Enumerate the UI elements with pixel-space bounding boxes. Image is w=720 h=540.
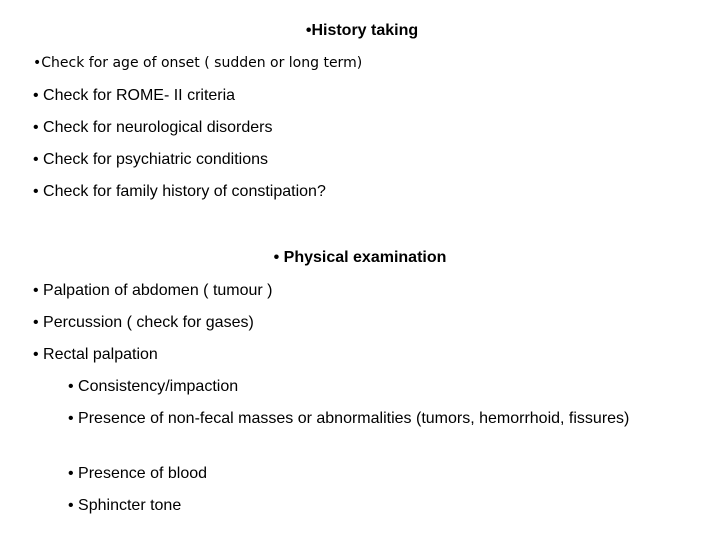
physical-heading: • Physical examination bbox=[273, 249, 447, 266]
rectal-subitem-masses: • Presence of non-fecal masses or abnormalities (tumors, hemorrhoid, fissures) bbox=[68, 410, 630, 427]
history-item-family: • Check for family history of constipation? bbox=[33, 183, 326, 200]
history-item-rome: • Check for ROME- II criteria bbox=[33, 87, 236, 104]
rectal-subitem-blood: • Presence of blood bbox=[68, 465, 208, 482]
physical-item-percussion: • Percussion ( check for gases) bbox=[33, 314, 254, 331]
history-heading: •History taking bbox=[305, 22, 419, 39]
physical-item-palpation: • Palpation of abdomen ( tumour ) bbox=[33, 282, 273, 299]
history-item-neurological: • Check for neurological disorders bbox=[33, 119, 273, 136]
rectal-subitem-consistency: • Consistency/impaction bbox=[68, 378, 239, 395]
history-item-onset: •Check for age of onset ( sudden or long term) bbox=[33, 55, 363, 71]
rectal-subitem-sphincter: • Sphincter tone bbox=[68, 497, 182, 514]
physical-item-rectal: • Rectal palpation bbox=[33, 346, 158, 363]
history-item-psychiatric: • Check for psychiatric conditions bbox=[33, 151, 269, 168]
